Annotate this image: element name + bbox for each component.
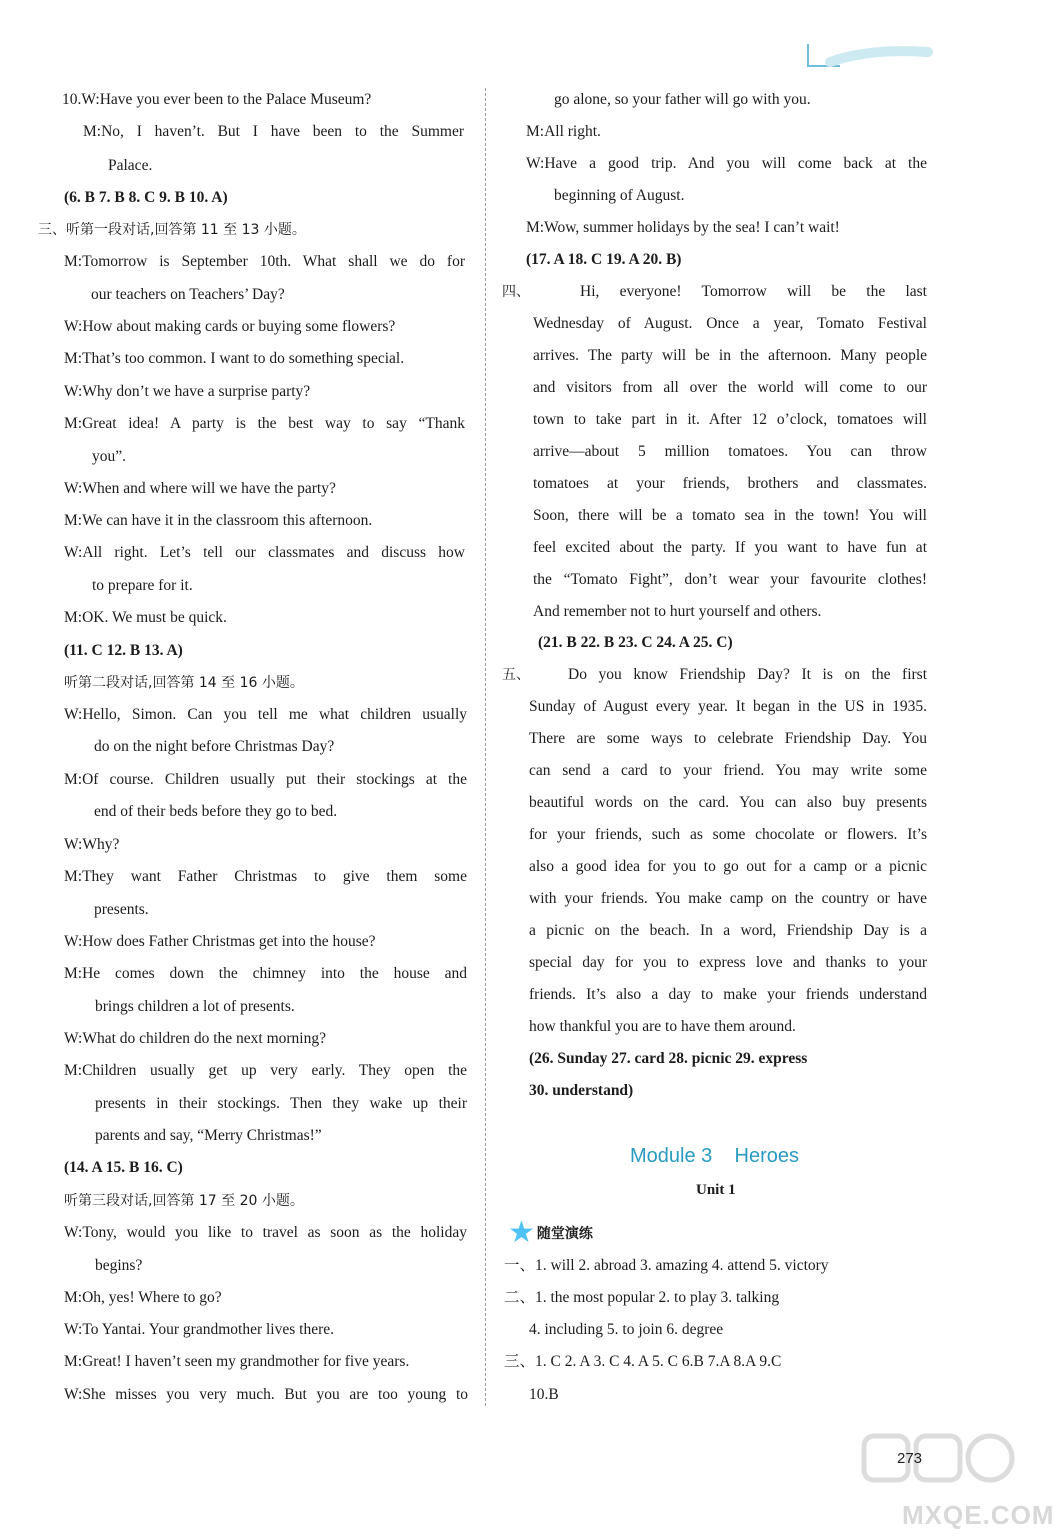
left-text-line: M:He comes down the chimney into the house and	[64, 965, 467, 982]
left-text-line: begins?	[95, 1257, 143, 1274]
right-text-line: Do you know Friendship Day? It is on the first	[568, 666, 927, 683]
right-text-line: 四、	[502, 284, 530, 300]
left-text-line: Palace.	[108, 157, 153, 174]
left-text-line: (11. C 12. B 13. A)	[64, 642, 183, 659]
left-text-line: brings children a lot of presents.	[95, 998, 295, 1015]
left-text-line: (6. B 7. B 8. C 9. B 10. A)	[64, 189, 228, 206]
left-text-line: (14. A 15. B 16. C)	[64, 1159, 183, 1176]
right-text-line: arrive—about 5 million tomatoes. You can throw	[533, 443, 927, 460]
right-text-line: special day for you to express love and thanks to your	[529, 954, 927, 971]
left-text-line: end of their beds before they go to bed.	[94, 803, 338, 820]
left-text-line: M:No, I haven’t. But I have been to the Summer	[83, 123, 464, 140]
right-text-line: There are some ways to celebrate Friendship Day. You	[529, 730, 927, 747]
left-text-line: 听第三段对话,回答第 17 至 20 小题。	[64, 1193, 304, 1209]
right-text-line: Sunday of August every year. It began in the US in 1935.	[529, 698, 927, 715]
left-text-line: M:Of course. Children usually put their stockings at the	[64, 771, 467, 788]
right-text-line: and visitors from all over the world will come to our	[533, 379, 927, 396]
left-text-line: M:Tomorrow is September 10th. What shall we do for	[64, 253, 465, 270]
section-heading	[508, 1218, 593, 1248]
left-text-line: do on the night before Christmas Day?	[94, 738, 335, 755]
left-text-line: M:Children usually get up very early. They open the	[64, 1062, 467, 1079]
left-text-line: W:To Yantai. Your grandmother lives there.	[64, 1321, 334, 1338]
right-text-line: M:All right.	[526, 123, 601, 140]
right-text-line: for your friends, such as some chocolate or flowers. It’s	[529, 826, 927, 843]
right-text-line: 一、1. will 2. abroad 3. amazing 4. attend 5. victory	[504, 1257, 829, 1274]
right-text-line: (17. A 18. C 19. A 20. B)	[526, 251, 682, 268]
right-text-line: can send a card to your friend. You may write some	[529, 762, 927, 779]
right-text-line: Hi, everyone! Tomorrow will be the last	[580, 283, 927, 300]
left-text-line: W:All right. Let’s tell our classmates and discuss how	[64, 544, 465, 561]
left-text-line: parents and say, “Merry Christmas!”	[95, 1127, 322, 1144]
unit-title: Unit 1	[696, 1182, 736, 1198]
right-text-line: beginning of August.	[554, 187, 685, 204]
right-text-line: And remember not to hurt yourself and others.	[533, 603, 822, 620]
right-text-line: (26. Sunday 27. card 28. picnic 29. express	[529, 1050, 808, 1067]
module-title: Module 3 Heroes	[630, 1145, 799, 1167]
right-text-line: 30. understand)	[529, 1082, 634, 1099]
star-icon: ★	[508, 1216, 535, 1249]
left-text-line: W:Why?	[64, 836, 120, 853]
right-text-line: (21. B 22. B 23. C 24. A 25. C)	[538, 634, 733, 651]
left-text-line: 10.W:Have you ever been to the Palace Museum?	[62, 91, 372, 108]
left-text-line: M:They want Father Christmas to give them some	[64, 868, 467, 885]
left-text-line: W:How does Father Christmas get into the house?	[64, 933, 376, 950]
left-text-line: you”.	[92, 448, 127, 465]
left-text-line: M:OK. We must be quick.	[64, 609, 227, 626]
left-text-line: our teachers on Teachers’ Day?	[91, 286, 285, 303]
right-text-line: tomatoes at your friends, brothers and classmates.	[533, 475, 927, 492]
right-text-line: arrives. The party will be in the afternoon. Many people	[533, 347, 927, 364]
right-text-line: 二、1. the most popular 2. to play 3. talking	[504, 1289, 780, 1306]
left-text-line: 三、听第一段对话,回答第 11 至 13 小题。	[38, 222, 306, 238]
right-text-line: Wednesday of August. Once a year, Tomato Festival	[533, 315, 927, 332]
right-text-line: 4. including 5. to join 6. degree	[529, 1321, 724, 1338]
right-text-line: 五、	[502, 667, 530, 683]
right-text-line: feel excited about the party. If you want to have fun at	[533, 539, 927, 556]
header-decoration-icon	[800, 38, 930, 74]
right-text-line: 10.B	[529, 1386, 559, 1403]
left-text-line: to prepare for it.	[92, 577, 193, 594]
right-text-line: with your friends. You make camp on the country or have	[529, 890, 927, 907]
left-text-line: 听第二段对话,回答第 14 至 16 小题。	[64, 675, 304, 691]
right-text-line: the “Tomato Fight”, don’t wear your favourite clothes!	[533, 571, 927, 588]
right-text-line: go alone, so your father will go with you.	[554, 91, 811, 108]
left-text-line: presents.	[94, 901, 149, 918]
left-text-line: W:How about making cards or buying some flowers?	[64, 318, 396, 335]
page-number: 273	[897, 1450, 923, 1467]
right-text-line: M:Wow, summer holidays by the sea! I can’t wait!	[526, 219, 840, 236]
right-text-line: 三、1. C 2. A 3. C 4. A 5. C 6.B 7.A 8.A 9.C	[504, 1353, 782, 1370]
left-text-line: presents in their stockings. Then they wake up their	[95, 1095, 467, 1112]
right-text-line: also a good idea for you to go out for a camp or a picnic	[529, 858, 927, 875]
column-divider	[485, 88, 486, 1406]
right-text-line: friends. It’s also a day to make your friends understand	[529, 986, 927, 1003]
left-text-line: W:She misses you very much. But you are too young to	[64, 1386, 468, 1403]
section-label: 随堂演练	[536, 1226, 593, 1242]
left-text-line: W:Hello, Simon. Can you tell me what children usually	[64, 706, 467, 723]
left-text-line: M:Oh, yes! Where to go?	[64, 1289, 222, 1306]
right-text-line: Soon, there will be a tomato sea in the town! You will	[533, 507, 927, 524]
right-text-line: a picnic on the beach. In a word, Friendship Day is a	[529, 922, 927, 939]
left-text-line: M:We can have it in the classroom this afternoon.	[64, 512, 373, 529]
right-text-line: how thankful you are to have them around.	[529, 1018, 796, 1035]
left-text-line: M:Great idea! A party is the best way to say “Thank	[64, 415, 465, 432]
right-text-line: beautiful words on the card. You can also buy presents	[529, 794, 927, 811]
left-text-line: W:What do children do the next morning?	[64, 1030, 326, 1047]
right-text-line: town to take part in it. After 12 o’clock, tomatoes will	[533, 411, 927, 428]
left-text-line: W:When and where will we have the party?	[64, 480, 336, 497]
left-text-line: W:Why don’t we have a surprise party?	[64, 383, 311, 400]
left-text-line: M:Great! I haven’t seen my grandmother for five years.	[64, 1353, 410, 1370]
left-text-line: W:Tony, would you like to travel as soon as the holiday	[64, 1224, 467, 1241]
watermark-text: MXQE.COM	[902, 1500, 1054, 1530]
left-text-line: M:That’s too common. I want to do something special.	[64, 350, 405, 367]
right-text-line: W:Have a good trip. And you will come back at the	[526, 155, 927, 172]
